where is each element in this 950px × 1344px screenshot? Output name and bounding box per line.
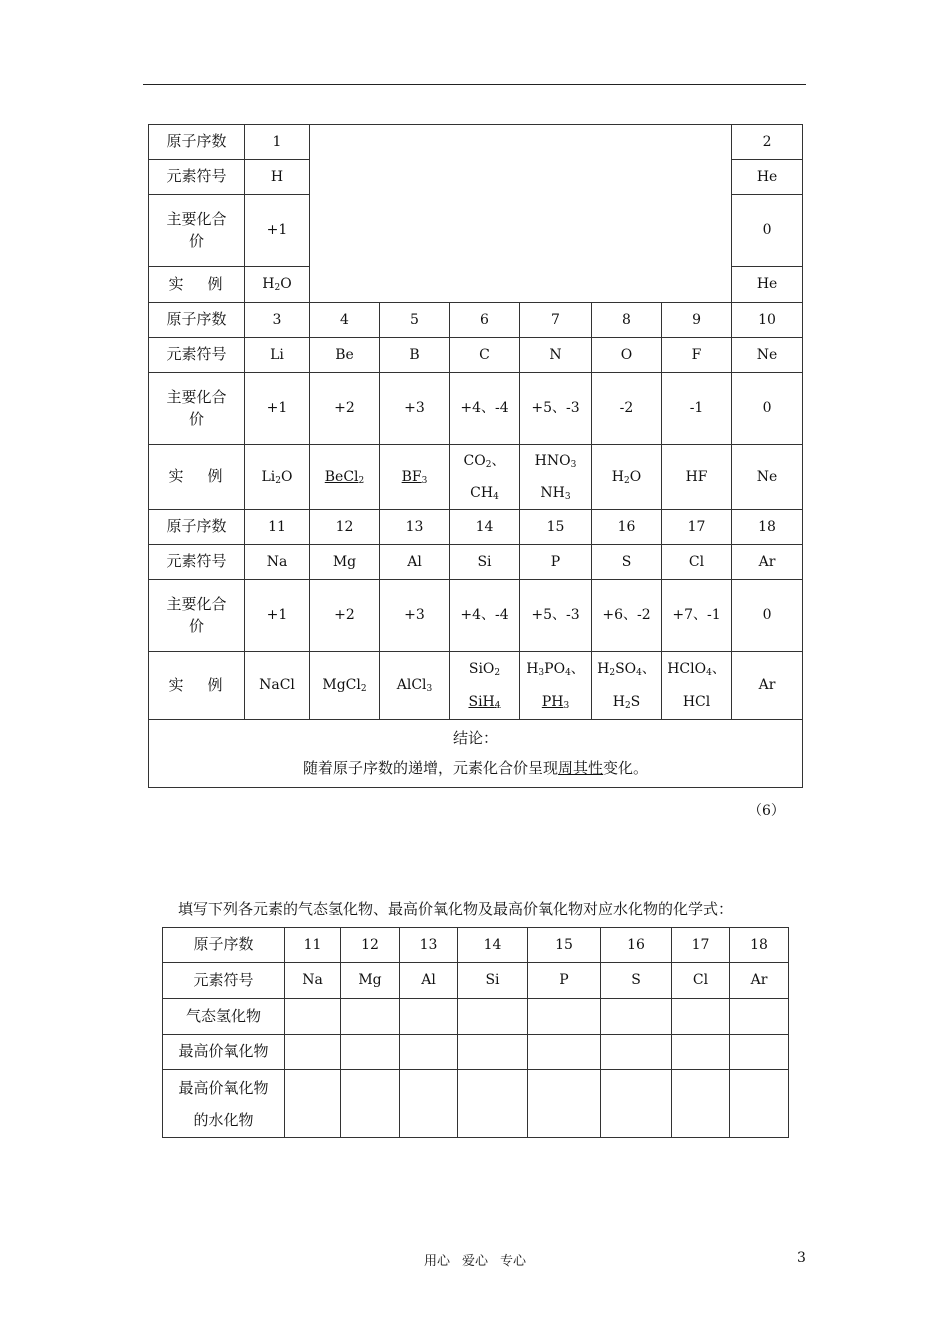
- formula-cell: HClO$_4$、 HCl: [662, 652, 732, 720]
- cell: Ar: [732, 545, 803, 580]
- blank-cell: [341, 1070, 400, 1138]
- label-char: 实: [168, 274, 186, 293]
- cell: 10: [732, 303, 803, 338]
- blank-cell: [341, 1035, 400, 1070]
- cell: S: [592, 545, 662, 580]
- page-number: 3: [797, 1250, 806, 1266]
- cell: Si: [450, 545, 520, 580]
- period1-gap: [310, 125, 732, 303]
- conclusion-cell: [149, 720, 803, 788]
- cell: 6: [450, 303, 520, 338]
- cell: N: [520, 338, 592, 373]
- blank-cell: [458, 999, 528, 1035]
- cell: 15: [520, 510, 592, 545]
- label-line: 价: [188, 231, 204, 250]
- label-line: 价: [188, 616, 204, 635]
- cell: 11: [285, 928, 341, 963]
- cell: 13: [380, 510, 450, 545]
- cell: Cl: [672, 963, 730, 999]
- cell: Li: [245, 338, 310, 373]
- cell: 0: [732, 195, 803, 267]
- cell: 2: [732, 125, 803, 160]
- blank-cell: [601, 1070, 672, 1138]
- cell: 12: [310, 510, 380, 545]
- label-line: 主要化合: [166, 209, 227, 228]
- cell: Mg: [310, 545, 380, 580]
- conclusion-row: [149, 720, 803, 788]
- row-label: [149, 652, 245, 720]
- cell: Be: [310, 338, 380, 373]
- label-line: 价: [188, 409, 204, 428]
- label-char: 例: [207, 274, 225, 293]
- cell: 0: [732, 580, 803, 652]
- cell: Al: [380, 545, 450, 580]
- instruction-text: 填写下列各元素的气态氢化物、最高价氧化物及最高价氧化物对应水化物的化学式：: [178, 900, 734, 918]
- row-label: 元素符号: [149, 160, 245, 195]
- period2-number-row: [149, 303, 803, 338]
- cell: 15: [528, 928, 601, 963]
- row-label: [163, 1070, 285, 1138]
- blank-cell: [285, 999, 341, 1035]
- row-label: [149, 445, 245, 510]
- row-label: [149, 267, 245, 303]
- table2-number-row: [163, 928, 789, 963]
- conclusion-answer: 周其性: [558, 758, 604, 777]
- label-line: 的水化物: [193, 1110, 254, 1129]
- blank-cell: [285, 1035, 341, 1070]
- formula-cell: MgCl$_2$: [310, 652, 380, 720]
- period3-symbol-row: [149, 545, 803, 580]
- cell: Ar: [730, 963, 789, 999]
- formula-cell: $Li_2O$: [245, 445, 310, 510]
- valence-table: [148, 124, 803, 788]
- cell: He: [732, 160, 803, 195]
- underlined-formula: SiH$_4$: [468, 693, 501, 711]
- formula-cell: HF: [662, 445, 732, 510]
- row-label: 原子序数: [149, 125, 245, 160]
- formula-cell: AlCl$_3$: [380, 652, 450, 720]
- formula-cell: Ar: [732, 652, 803, 720]
- cell: P: [520, 545, 592, 580]
- conclusion-title: 结论：: [453, 728, 499, 747]
- motto-word: 爱心: [461, 1254, 488, 1269]
- blank-cell: [341, 999, 400, 1035]
- label-line: 最高价氧化物: [178, 1078, 269, 1097]
- cell: 7: [520, 303, 592, 338]
- cell: 4: [310, 303, 380, 338]
- cell: Na: [285, 963, 341, 999]
- underlined-formula: BeCl$_2$: [324, 468, 365, 486]
- cell: Mg: [341, 963, 400, 999]
- row-label: 元素符号: [163, 963, 285, 999]
- row-label: [149, 373, 245, 445]
- blank-cell: [730, 1070, 789, 1138]
- cell: 18: [730, 928, 789, 963]
- cell: 17: [662, 510, 732, 545]
- label-char: 实: [168, 675, 186, 694]
- cell: +3: [380, 373, 450, 445]
- cell: +5、-3: [520, 373, 592, 445]
- blank-cell: [400, 1070, 458, 1138]
- cell: 5: [380, 303, 450, 338]
- label-line: 主要化合: [166, 387, 227, 406]
- figure-number: （6）: [748, 803, 785, 819]
- period3-number-row: [149, 510, 803, 545]
- formula-cell: $H_3PO_4$、 $PH_3$: [520, 652, 592, 720]
- formula-cell: $H_2O$: [245, 267, 310, 303]
- blank-cell: [601, 1035, 672, 1070]
- formula-cell: [310, 445, 380, 510]
- cell: 16: [601, 928, 672, 963]
- formula-cell: NaCl: [245, 652, 310, 720]
- blank-cell: [601, 999, 672, 1035]
- formula-cell: He: [732, 267, 803, 303]
- label-char: 例: [207, 467, 225, 486]
- cell: +5、-3: [520, 580, 592, 652]
- cell: 17: [672, 928, 730, 963]
- blank-cell: [730, 999, 789, 1035]
- blank-cell: [730, 1035, 789, 1070]
- cell: +1: [245, 373, 310, 445]
- table2-hydride-row: [163, 999, 789, 1035]
- motto-word: 专心: [500, 1254, 527, 1269]
- cell: O: [592, 338, 662, 373]
- motto-word: 用心: [423, 1254, 450, 1269]
- formula-cell: $H_2O$: [592, 445, 662, 510]
- cell: 1: [245, 125, 310, 160]
- blank-cell: [528, 999, 601, 1035]
- row-label: 原子序数: [163, 928, 285, 963]
- blank-cell: [528, 1070, 601, 1138]
- cell: +1: [245, 195, 310, 267]
- cell: 9: [662, 303, 732, 338]
- cell: B: [380, 338, 450, 373]
- cell: +7、-1: [662, 580, 732, 652]
- row-label: 元素符号: [149, 545, 245, 580]
- period2-symbol-row: [149, 338, 803, 373]
- header-rule: [143, 84, 806, 85]
- cell: Na: [245, 545, 310, 580]
- label-line: 主要化合: [166, 594, 227, 613]
- table2-hydrate-row: [163, 1070, 789, 1138]
- blank-cell: [672, 1035, 730, 1070]
- period2-valence-row: [149, 373, 803, 445]
- blank-cell: [672, 1070, 730, 1138]
- cell: 12: [341, 928, 400, 963]
- formula-cell: $CO_2$、 $CH_4$: [450, 445, 520, 510]
- cell: -2: [592, 373, 662, 445]
- cell: P: [528, 963, 601, 999]
- period3-example-row: [149, 652, 803, 720]
- formula-cell: Ne: [732, 445, 803, 510]
- cell: 0: [732, 373, 803, 445]
- row-label: 气态氢化物: [163, 999, 285, 1035]
- cell: +2: [310, 580, 380, 652]
- formula-cell: $H_2SO_4$、 $H_2S$: [592, 652, 662, 720]
- row-label: 元素符号: [149, 338, 245, 373]
- compound-table: [162, 927, 789, 1138]
- underlined-formula: $BF_3$: [401, 468, 428, 486]
- cell: 13: [400, 928, 458, 963]
- period1-number-row: [149, 125, 803, 160]
- blank-cell: [285, 1070, 341, 1138]
- cell: 14: [458, 928, 528, 963]
- cell: 3: [245, 303, 310, 338]
- blank-cell: [528, 1035, 601, 1070]
- cell: 16: [592, 510, 662, 545]
- footer-motto: [0, 1250, 950, 1269]
- cell: C: [450, 338, 520, 373]
- blank-cell: [458, 1035, 528, 1070]
- cell: 11: [245, 510, 310, 545]
- label-char: 例: [207, 675, 225, 694]
- period2-example-row: [149, 445, 803, 510]
- cell: Ne: [732, 338, 803, 373]
- cell: +6、-2: [592, 580, 662, 652]
- underlined-formula: $PH_3$: [541, 693, 570, 711]
- formula-cell: SiO$_2$ SiH$_4$: [450, 652, 520, 720]
- row-label: [149, 580, 245, 652]
- cell: +1: [245, 580, 310, 652]
- cell: Cl: [662, 545, 732, 580]
- row-label: 原子序数: [149, 510, 245, 545]
- cell: +4、-4: [450, 580, 520, 652]
- cell: Al: [400, 963, 458, 999]
- cell: -1: [662, 373, 732, 445]
- cell: 8: [592, 303, 662, 338]
- cell: H: [245, 160, 310, 195]
- blank-cell: [400, 1035, 458, 1070]
- cell: F: [662, 338, 732, 373]
- row-label: 原子序数: [149, 303, 245, 338]
- period3-valence-row: [149, 580, 803, 652]
- cell: +3: [380, 580, 450, 652]
- formula-cell: [380, 445, 450, 510]
- row-label: [149, 195, 245, 267]
- blank-cell: [400, 999, 458, 1035]
- table2-symbol-row: [163, 963, 789, 999]
- label-char: 实: [168, 467, 186, 486]
- blank-cell: [458, 1070, 528, 1138]
- cell: +2: [310, 373, 380, 445]
- conclusion-text: 随着原子序数的递增，元素化合价呈现周其性变化。: [303, 758, 649, 777]
- blank-cell: [672, 999, 730, 1035]
- table2-oxide-row: [163, 1035, 789, 1070]
- cell: +4、-4: [450, 373, 520, 445]
- cell: S: [601, 963, 672, 999]
- row-label: 最高价氧化物: [163, 1035, 285, 1070]
- cell: 14: [450, 510, 520, 545]
- cell: Si: [458, 963, 528, 999]
- formula-cell: $HNO_3$ $NH_3$: [520, 445, 592, 510]
- cell: 18: [732, 510, 803, 545]
